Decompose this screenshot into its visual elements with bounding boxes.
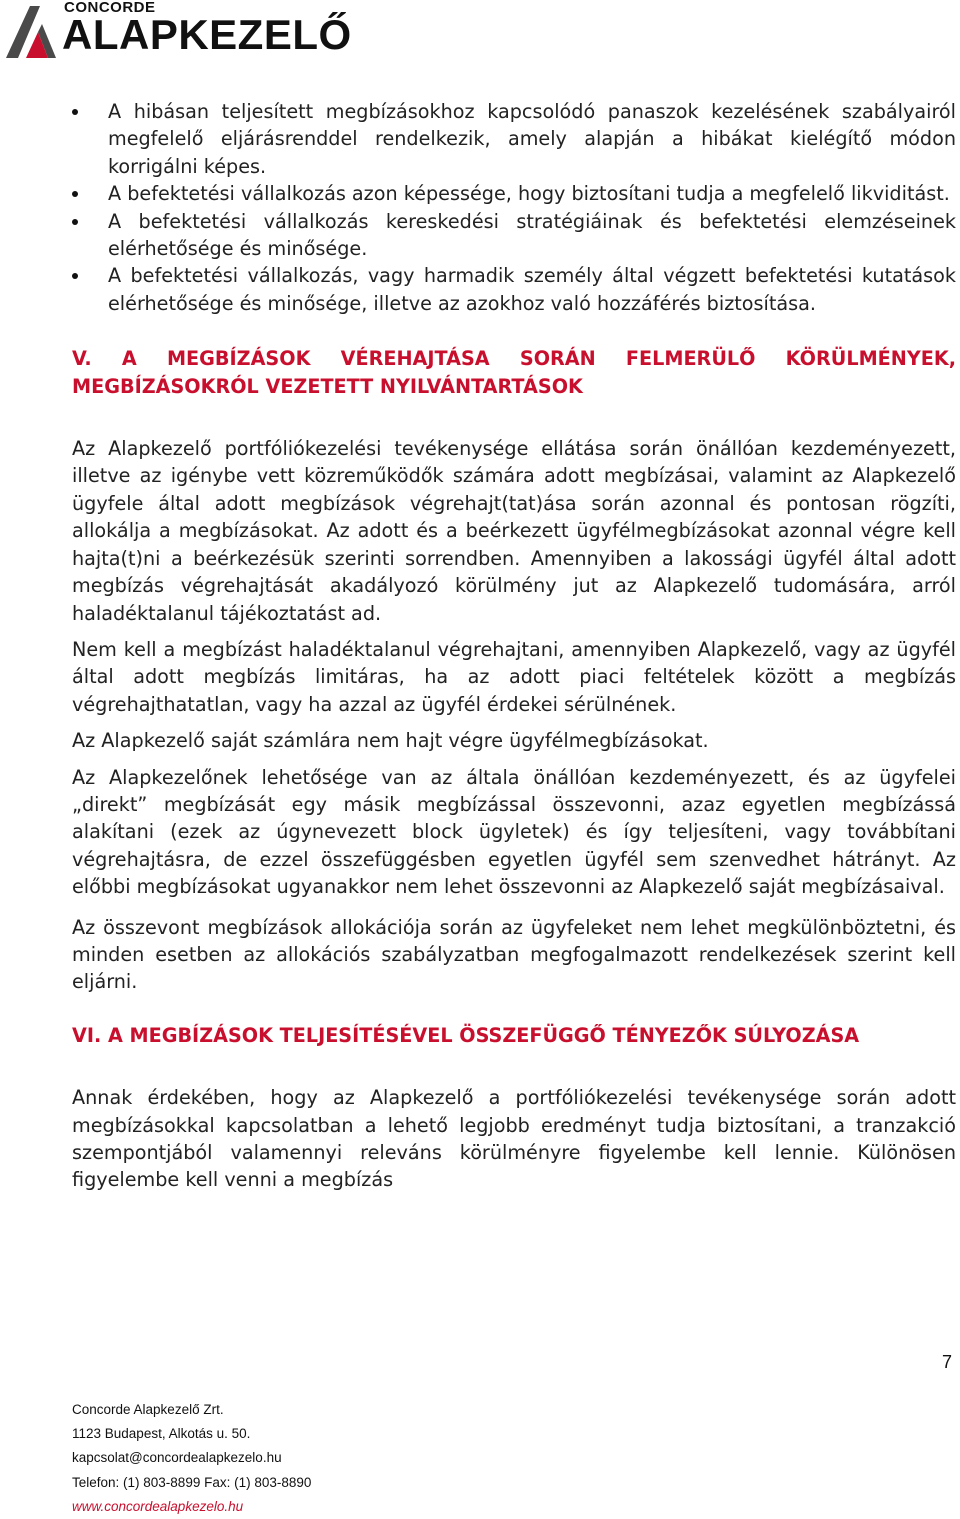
section-v-paragraph-5: Az összevont megbízások allokációja során az ügyfeleket nem lehet megkülönböztetni, és minden esetben az allokációs szabályzatban megfogalmazott rendelkezések szerint kell eljárni. xyxy=(72,915,956,994)
bullet-list xyxy=(72,98,956,317)
footer-email[interactable]: kapcsolat@concordealapkezelo.hu xyxy=(72,1450,282,1466)
page-footer xyxy=(72,1398,472,1519)
bullet-icon xyxy=(72,219,78,225)
footer-address: 1123 Budapest, Alkotás u. 50. xyxy=(72,1426,251,1442)
section-vi-heading: VI. A MEGBÍZÁSOK TELJESÍTÉSÉVEL ÖSSZEFÜGGŐ TÉNYEZŐK SÚLYOZÁSA xyxy=(72,1023,860,1047)
document-body xyxy=(72,98,956,1194)
page-number: 7 xyxy=(941,1352,952,1372)
section-vi-paragraph: Annak érdekében, hogy az Alapkezelő a portfóliókezelési tevékenysége során adott megbízásokkal kapcsolatban a lehető legjobb eredményt tudja biztosítani, a tranzakció szempontjából valamennyi releváns körülményre figyelembe kell lennie. Különösen figyelembe kell venni a megbízás xyxy=(72,1086,956,1192)
section-v-paragraph-4: Az Alapkezelőnek lehetősége van az általa önállóan kezdeményezett, és az ügyfelei „direkt” megbízását egy másik megbízással összevonni, azaz egyetlen megbízássá alakítani (ezek az úgynevezett block ügyletek) és így teljesíteni, vagy továbbítani végrehajtásra, de ezzel összefüggésben egyetlen ügyfél sem szenvedhet hátrányt. Az előbbi megbízásokat ugyanakkor nem lehet összevonni az Alapkezelő saját megbízásaival. xyxy=(72,765,956,899)
footer-company: Concorde Alapkezelő Zrt. xyxy=(72,1402,224,1417)
brand-main: ALAPKEZELŐ xyxy=(62,11,352,58)
bullet-icon xyxy=(72,191,78,197)
section-v-paragraph-3: Az Alapkezelő saját számlára nem hajt végre ügyfélmegbízásokat. xyxy=(72,729,709,753)
list-item-text: A befektetési vállalkozás azon képessége, hogy biztosítani tudja a megfelelő likviditást. xyxy=(108,182,950,206)
list-item-text: A befektetési vállalkozás, vagy harmadik személy által végzett befektetési kutatások elérhetősége és minősége, illetve az azokhoz való hozzáférés biztosítása. xyxy=(108,264,956,315)
brand-top: CONCORDE xyxy=(64,0,156,16)
logo-mark-icon xyxy=(4,2,64,62)
bullet-icon xyxy=(72,109,78,115)
footer-website-link[interactable]: www.concordealapkezelo.hu xyxy=(72,1498,244,1514)
section-v-paragraph-1: Az Alapkezelő portfóliókezelési tevékenysége ellátása során önállóan kezdeményezett, illetve az igénybe vett közreműködők számára adott megbízásai, valamint az Alapkezelő ügyfele által adott megbízások végrehajt(tat)ása során azonnal és pontosan rögzíti, allokálja a megbízásokat. Az adott és a beérkezett ügyfélmegbízásokat azonnal végre kell hajta(t)ni a beérkezésük szerinti sorrendben. Amennyiben a lakossági ügyfél által adott megbízás végrehajtását akadályozó körülmény jut az Alapkezelő tudomására, arról haladéktalanul tájékoztatást ad. xyxy=(72,437,956,625)
list-item-text: A befektetési vállalkozás kereskedési stratégiáinak és befektetési elemzéseinek elérhetősége és minősége. xyxy=(108,209,956,261)
section-v-paragraph-2: Nem kell a megbízást haladéktalanul végrehajtani, amennyiben Alapkezelő, vagy az ügyfél által adott megbízás limitáras, ha az adott piaci feltételek között a megbízás végrehajthatatlan, vagy ha azzal az ügyfél érdekei sérülnének. xyxy=(72,637,956,716)
list-item-text: A hibásan teljesített megbízásokhoz kapcsolódó panaszok kezelésének szabályairól megfelelő eljárásrenddel rendelkezik, amely alapján a hibákat kielégítő módon korrigálni képes. xyxy=(108,100,956,178)
list-item xyxy=(72,262,956,317)
list-item xyxy=(72,180,956,207)
section-v-heading: V. A MEGBÍZÁSOK VÉREHAJTÁSA SORÁN FELMERÜLŐ KÖRÜLMÉNYEK, MEGBÍZÁSOKRÓL VEZETETT NYILVÁNTARTÁSOK xyxy=(72,347,956,398)
bullet-icon xyxy=(72,273,78,279)
concorde-logo xyxy=(4,0,404,62)
list-item xyxy=(72,98,956,180)
footer-phone: Telefon: (1) 803-8899 Fax: (1) 803-8890 xyxy=(72,1474,312,1490)
list-item xyxy=(72,208,956,263)
